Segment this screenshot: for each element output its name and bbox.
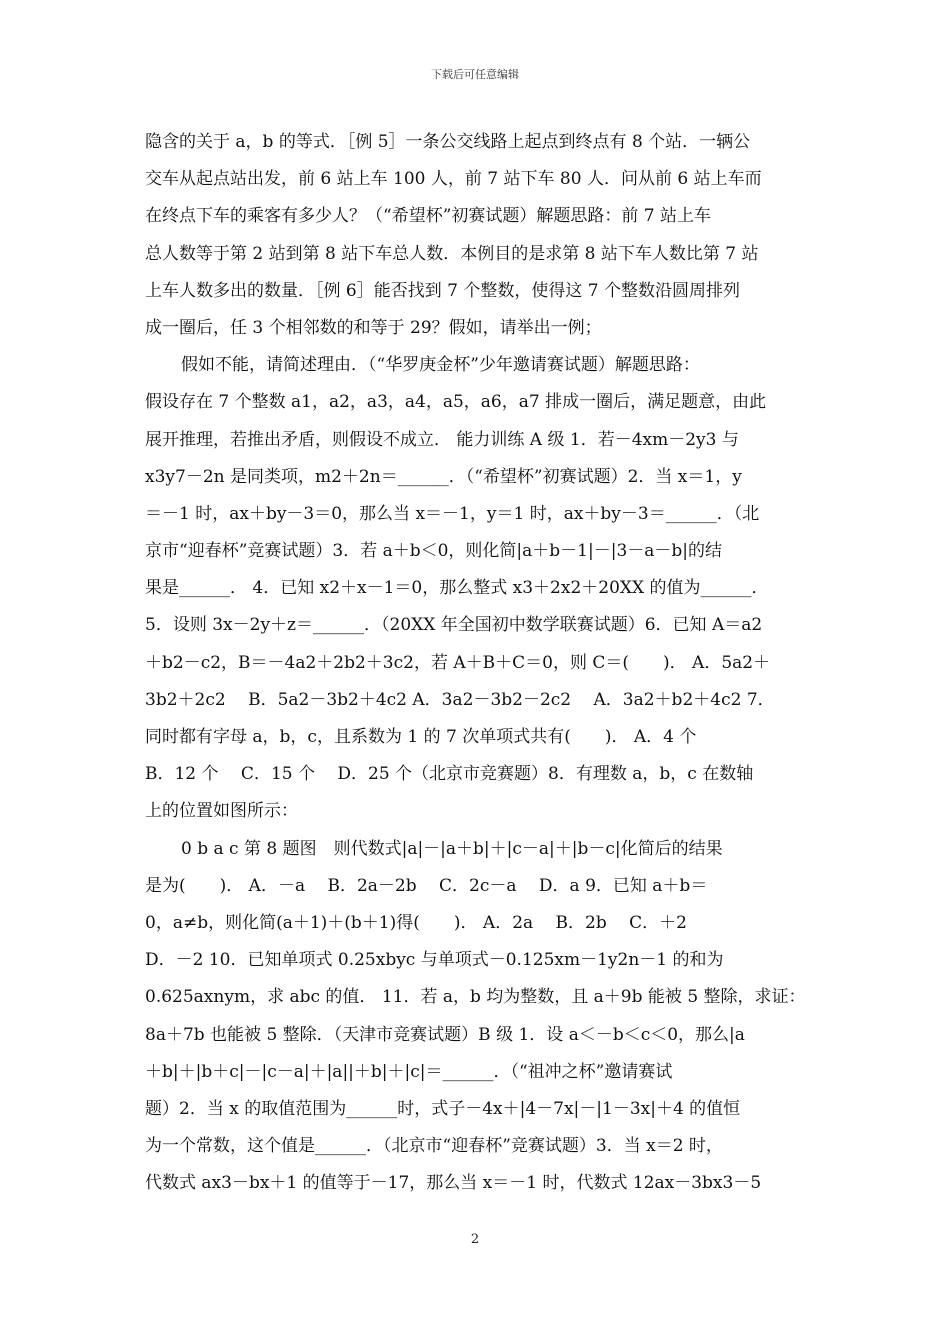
body-text xyxy=(145,124,810,1202)
text-line: 果是______． 4．已知 x2＋x－1＝0，那么整式 x3＋2x2＋20XX 的值为______． xyxy=(145,578,769,599)
text-line: 总人数等于第 2 站到第 8 站下车总人数．本例目的是求第 8 站下车人数比第 7 站 xyxy=(145,243,759,264)
text-line: 题）2．当 x 的取值范围为______时，式子－4x＋|4－7x|－|1－3x|＋4 的值恒 xyxy=(145,1098,741,1119)
text-line: 交车从起点站出发，前 6 站上车 100 人，前 7 站下车 80 人．问从前 6 站上车而 xyxy=(145,169,762,190)
text-line: 0，a≠b，则化简(a＋1)＋(b＋1)得( )． A．2a B．2b C．＋2 xyxy=(145,912,687,933)
text-line: x3y7－2n 是同类项，m2＋2n＝______．（“希望杯”初赛试题）2．当 x＝1，y xyxy=(145,466,742,487)
text-line: 为一个常数，这个值是______．（北京市“迎春杯”竞赛试题）3．当 x＝2 时， xyxy=(145,1136,723,1157)
text-line: 3b2＋2c2 B．5a2－3b2＋4c2 A．3a2－3b2－2c2 A．3a2＋b2＋4c2 7． xyxy=(145,689,775,710)
text-line: 成一圈后，任 3 个相邻数的和等于 29？假如，请举出一例； xyxy=(145,317,602,338)
text-line: ＋b|＋|b＋c|－|c－a|＋|a||＋b|＋|c|＝______．（“祖冲之杯”邀请赛试 xyxy=(145,1061,673,1082)
page-number: 2 xyxy=(470,1232,480,1247)
text-line: 上的位置如图所示： xyxy=(145,801,298,822)
text-line: 0.625axnym，求 abc 的值． 11．若 a，b 均为整数，且 a＋9b 能被 5 整除，求证： xyxy=(145,987,806,1008)
text-line: 代数式 ax3－bx＋1 的值等于－17，那么当 x＝－1 时，代数式 12ax－3bx3－5 xyxy=(145,1173,762,1194)
text-line: 在终点下车的乘客有多少人？（“希望杯”初赛试题）解题思路：前 7 站上车 xyxy=(145,206,712,227)
page-header: 下载后可任意编辑 xyxy=(431,68,519,81)
text-line: ＋b2－c2，B＝－4a2＋2b2＋3c2，若 A＋B＋C＝0，则 C＝( )． A．5a2＋ xyxy=(145,652,771,673)
text-line: 隐含的关于 a，b 的等式．［例 5］一条公交线路上起点到终点有 8 个站．一辆公 xyxy=(145,132,751,152)
text-line: 8a＋7b 也能被 5 整除．（天津市竞赛试题）B 级 1．设 a＜－b＜c＜0，那么|a xyxy=(145,1024,745,1045)
text-line: B．12 个 C．15 个 D．25 个（北京市竞赛题）8．有理数 a，b，c 在数轴 xyxy=(145,764,754,785)
text-line: ＝－1 时，ax＋by－3＝0，那么当 x＝－1，y＝1 时，ax＋by－3＝______．（北 xyxy=(145,503,760,524)
text-line: 是为( )． A．－a B．2a－2b C．2c－a D．a 9．已知 a＋b＝ xyxy=(145,875,708,896)
text-line: D．－2 10．已知单项式 0.25xbyc 与单项式－0.125xm－1y2n－1 的和为 xyxy=(145,950,724,971)
text-line: 假设存在 7 个整数 a1，a2，a3，a4，a5，a6，a7 排成一圈后，满足题意，由此 xyxy=(145,392,767,413)
text-line: 假如不能，请简述理由．（“华罗庚金杯”少年邀请赛试题）解题思路： xyxy=(181,355,700,376)
text-line: 0 b a c 第 8 题图 则代数式|a|－|a＋b|＋|c－a|＋|b－c|化简后的结果 xyxy=(181,838,723,859)
text-line: 上车人数多出的数量．［例 6］能否找到 7 个整数，使得这 7 个整数沿圆周排列 xyxy=(145,280,740,301)
text-line: 同时都有字母 a，b，c，且系数为 1 的 7 次单项式共有( )． A．4 个 xyxy=(145,727,697,747)
text-line: 5．设则 3x－2y＋z＝______．（20XX 年全国初中数学联赛试题）6．已知 A＝a2 xyxy=(145,615,763,636)
text-line: 展开推理，若推出矛盾，则假设不成立． 能力训练 A 级 1．若－4xm－2y3 与 xyxy=(145,429,739,450)
text-line: 京市“迎春杯”竞赛试题）3．若 a＋b＜0，则化简|a＋b－1|－|3－a－b|的结 xyxy=(145,541,723,562)
